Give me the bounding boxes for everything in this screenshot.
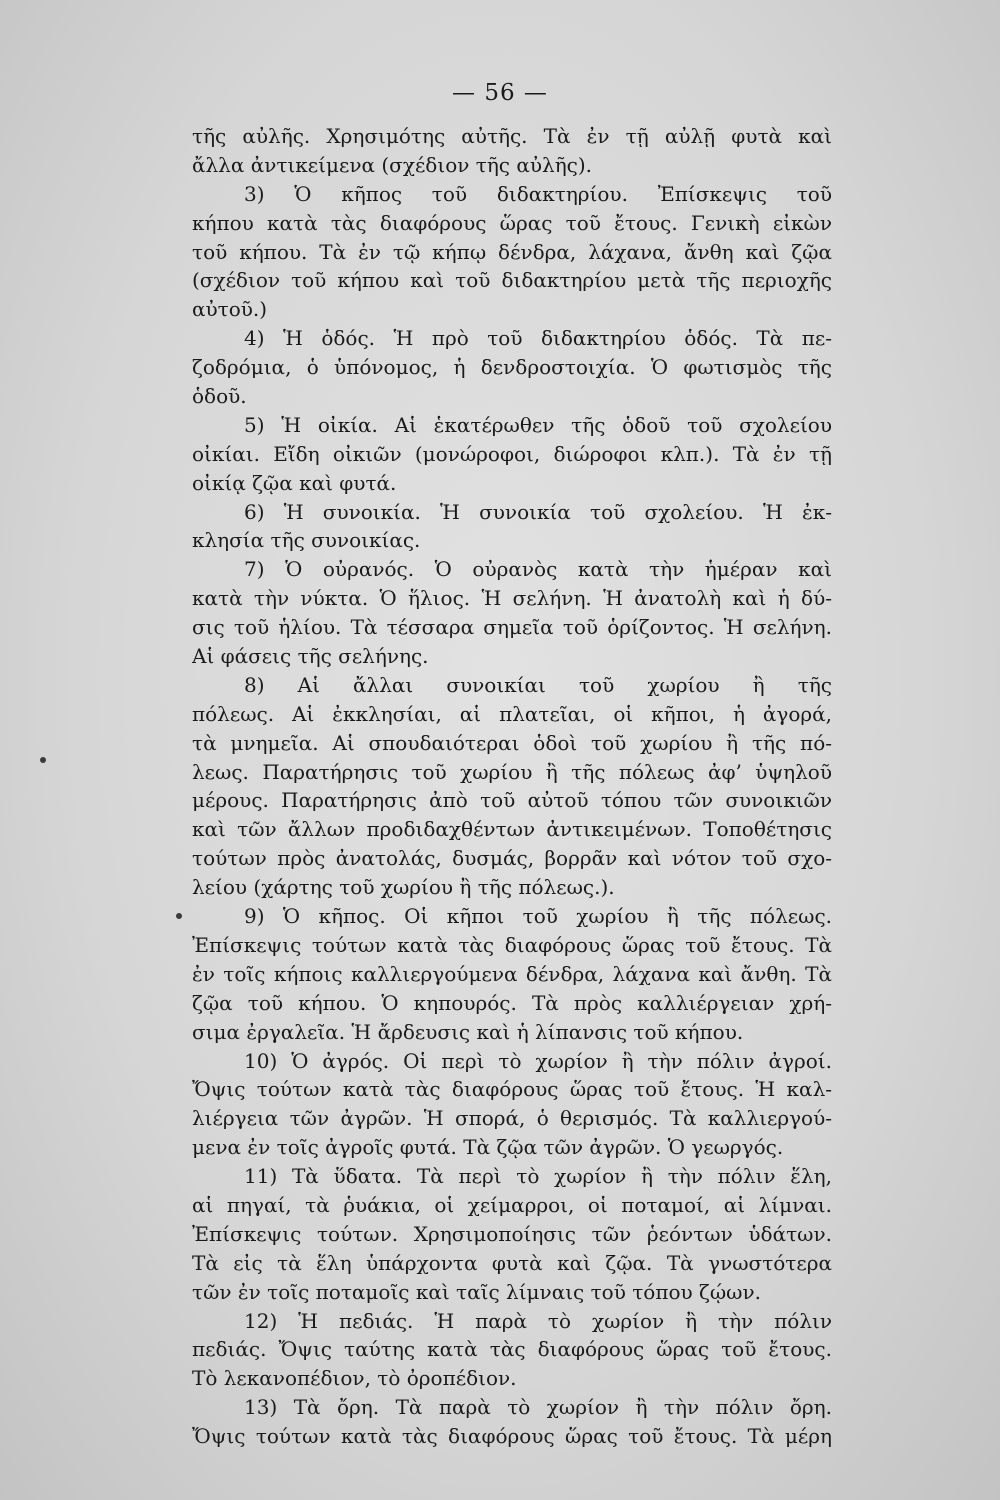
text-line: μενα ἐν τοῖς ἀγροῖς φυτά. Τὰ ζῷα τῶν ἀγρῶν. Ὁ γεωργός. bbox=[192, 1135, 784, 1160]
text-line: ἄλλα ἀντικείμενα (σχέδιον τῆς αὐλῆς). bbox=[192, 152, 593, 177]
text-line: πεδιάς. Ὄψις ταύτης κατὰ τὰς διαφόρους ὥρας τοῦ ἔτους. bbox=[192, 1337, 832, 1362]
margin-mark bbox=[176, 913, 182, 919]
text-line: 12) Ἡ πεδιάς. Ἡ παρὰ τὸ χωρίον ἢ τὴν πόλιν bbox=[244, 1308, 832, 1333]
text-line: τὰ μνημεῖα. Αἱ σπουδαιότεραι ὁδοὶ τοῦ χωρίου ἢ τῆς πό- bbox=[192, 730, 832, 755]
text-line: 8) Αἱ ἄλλαι συνοικίαι τοῦ χωρίου ἢ τῆς bbox=[244, 672, 832, 697]
text-line: λεως. Παρατήρησις τοῦ χωρίου ἢ τῆς πόλεως ἀφ’ ὑψηλοῦ bbox=[192, 759, 832, 784]
text-line: κήπου κατὰ τὰς διαφόρους ὥρας τοῦ ἔτους. Γενικὴ εἰκὼν bbox=[192, 210, 832, 235]
page-number: — 56 — bbox=[452, 80, 548, 106]
text-line: καὶ τῶν ἄλλων προδιδαχθέντων ἀντικειμένων. Τοποθέτησις bbox=[192, 817, 832, 842]
body-text bbox=[192, 122, 832, 1451]
text-line: 4) Ἡ ὁδός. Ἡ πρὸ τοῦ διδακτηρίου ὁδός. Τὰ πε- bbox=[244, 326, 832, 351]
text-line: 10) Ὁ ἀγρός. Οἱ περὶ τὸ χωρίον ἢ τὴν πόλιν ἀγροί. bbox=[244, 1048, 832, 1073]
text-line: Αἱ φάσεις τῆς σελήνης. bbox=[192, 644, 429, 669]
text-line: Τὰ εἰς τὰ ἕλη ὑπάρχοντα φυτὰ καὶ ζῷα. Τὰ γνωστότερα bbox=[192, 1250, 832, 1275]
text-line: τῶν ἐν τοῖς ποταμοῖς καὶ ταῖς λίμναις τοῦ τόπου ζῴων. bbox=[192, 1279, 761, 1304]
text-line: κατὰ τὴν νύκτα. Ὁ ἥλιος. Ἡ σελήνη. Ἡ ἀνατολὴ καὶ ἡ δύ- bbox=[192, 586, 832, 611]
text-line: σις τοῦ ἡλίου. Τὰ τέσσαρα σημεῖα τοῦ ὁρίζοντος. Ἡ σελήνη. bbox=[192, 615, 832, 640]
text-line: οἰκίᾳ ζῷα καὶ φυτά. bbox=[192, 470, 397, 495]
text-line: Ὄψις τούτων κατὰ τὰς διαφόρους ὥρας τοῦ ἔτους. Ἡ καλ- bbox=[192, 1077, 832, 1102]
text-line: ζῷα τοῦ κήπου. Ὁ κηπουρός. Τὰ πρὸς καλλιέργειαν χρή- bbox=[192, 990, 832, 1015]
text-line: Ἐπίσκεψις τούτων. Χρησιμοποίησις τῶν ῥεόντων ὑδάτων. bbox=[192, 1221, 832, 1246]
text-line: λιέργεια τῶν ἀγρῶν. Ἡ σπορά, ὁ θερισμός. Τὰ καλλιεργού- bbox=[192, 1106, 832, 1131]
text-line: 5) Ἡ οἰκία. Αἱ ἑκατέρωθεν τῆς ὁδοῦ τοῦ σχολείου bbox=[244, 412, 832, 437]
text-line: τῆς αὐλῆς. Χρησιμότης αὐτῆς. Τὰ ἐν τῇ αὐλῇ φυτὰ καὶ bbox=[192, 124, 832, 148]
text-line: 13) Τὰ ὄρη. Τὰ παρὰ τὸ χωρίον ἢ τὴν πόλιν ὄρη. bbox=[244, 1395, 832, 1420]
text-line: Ὄψις τούτων κατὰ τὰς διαφόρους ὥρας τοῦ ἔτους. Τὰ μέρη bbox=[192, 1424, 832, 1449]
text-line: αὐτοῦ.) bbox=[192, 297, 268, 322]
text-line: 11) Τὰ ὕδατα. Τὰ περὶ τὸ χωρίον ἢ τὴν πόλιν ἕλη, bbox=[244, 1164, 832, 1189]
text-line: ὁδοῦ. bbox=[192, 384, 247, 409]
text-line: πόλεως. Αἱ ἐκκλησίαι, αἱ πλατεῖαι, οἱ κῆποι, ἡ ἀγορά, bbox=[192, 701, 832, 726]
text-line: ἐν τοῖς κήποις καλλιεργούμενα δένδρα, λάχανα καὶ ἄνθη. Τὰ bbox=[192, 961, 832, 986]
text-line: αἱ πηγαί, τὰ ῥυάκια, οἱ χείμαρροι, οἱ ποταμοί, αἱ λίμναι. bbox=[192, 1192, 832, 1217]
text-line: 7) Ὁ οὐρανός. Ὁ οὐρανὸς κατὰ τὴν ἡμέραν καὶ bbox=[244, 557, 832, 582]
text-line: Ἐπίσκεψις τούτων κατὰ τὰς διαφόρους ὥρας τοῦ ἔτους. Τὰ bbox=[192, 932, 832, 957]
text-line: σιμα ἐργαλεῖα. Ἡ ἄρδευσις καὶ ἡ λίπανσις τοῦ κήπου. bbox=[192, 1019, 744, 1044]
text-line: κλησία τῆς συνοικίας. bbox=[192, 528, 421, 553]
margin-mark bbox=[40, 757, 46, 763]
text-line: μέρους. Παρατήρησις ἀπὸ τοῦ αὐτοῦ τόπου τῶν συνοικιῶν bbox=[192, 788, 832, 813]
text-line: Τὸ λεκανοπέδιον, τὸ ὀροπέδιον. bbox=[192, 1366, 517, 1391]
text-line: 6) Ἡ συνοικία. Ἡ συνοικία τοῦ σχολείου. Ἡ ἐκ- bbox=[244, 499, 832, 524]
text-line: οἰκίαι. Εἴδη οἰκιῶν (μονώροφοι, διώροφοι κλπ.). Τὰ ἐν τῇ bbox=[192, 441, 832, 466]
text-line: τοῦ κήπου. Τὰ ἐν τῷ κήπῳ δένδρα, λάχανα, ἄνθη καὶ ζῷα bbox=[192, 239, 832, 264]
text-line: τούτων πρὸς ἀνατολάς, δυσμάς, βορρᾶν καὶ νότον τοῦ σχο- bbox=[192, 846, 832, 871]
text-line: (σχέδιον τοῦ κήπου καὶ τοῦ διδακτηρίου μετὰ τῆς περιοχῆς bbox=[192, 268, 832, 293]
text-line: ζοδρόμια, ὁ ὑπόνομος, ἡ δενδροστοιχία. Ὁ φωτισμὸς τῆς bbox=[192, 355, 832, 380]
text-line: 9) Ὁ κῆπος. Οἱ κῆποι τοῦ χωρίου ἢ τῆς πόλεως. bbox=[244, 904, 832, 929]
text-line: λείου (χάρτης τοῦ χωρίου ἢ τῆς πόλεως.). bbox=[192, 875, 615, 900]
text-line: 3) Ὁ κῆπος τοῦ διδακτηρίου. Ἐπίσκεψις τοῦ bbox=[244, 181, 832, 206]
